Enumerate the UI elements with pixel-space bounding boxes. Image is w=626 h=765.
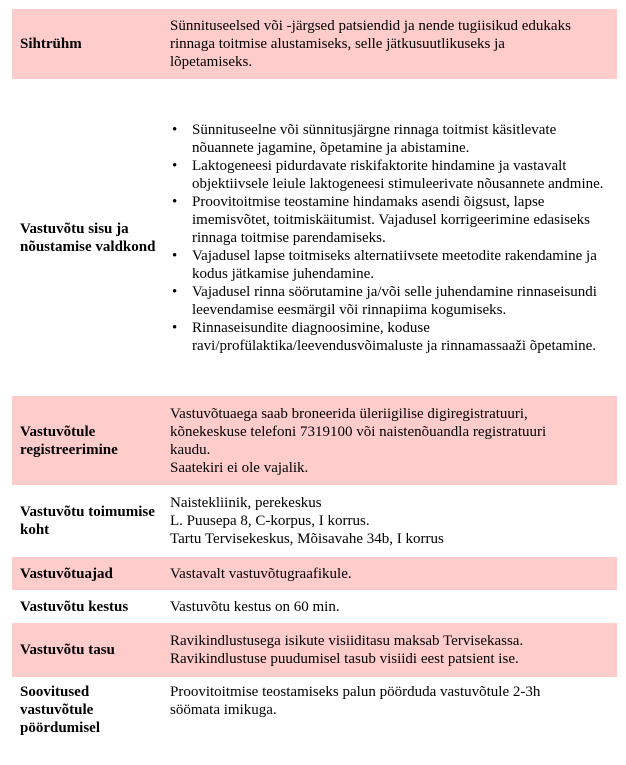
bullet-list bbox=[170, 121, 609, 355]
list-item-text: Vajadusel lapse toitmiseks alternatiivsete meetodite rakendamine ja kodus jätkamise juhendamine. bbox=[192, 247, 597, 282]
list-item-text: Rinnaseisundite diagnoosimine, koduse ravi/profülaktika/leevendusvõimaluste ja rinnamassaaži õpetamine. bbox=[192, 319, 597, 354]
row-value bbox=[170, 683, 617, 719]
row-value bbox=[170, 565, 617, 583]
table-row-hours bbox=[12, 557, 617, 590]
value-line: lõpetamiseks. bbox=[170, 54, 253, 70]
value-line: Sünnituseelsed või -järgsed patsiendid ja nende tugiisikud edukaks bbox=[170, 18, 571, 34]
row-value bbox=[170, 632, 617, 668]
bullet-icon: • bbox=[172, 193, 178, 210]
value-line: Tartu Tervisekeskus, Mõisavahe 34b, I korrus bbox=[170, 531, 444, 547]
table-row-duration bbox=[12, 590, 617, 623]
table-row-target-group bbox=[12, 9, 617, 79]
value-line: söömata imikuga. bbox=[170, 702, 277, 718]
value-line: Vastavalt vastuvõtugraafikule. bbox=[170, 565, 352, 582]
row-label: Vastuvõtu kestus bbox=[20, 598, 129, 615]
row-value bbox=[170, 121, 617, 355]
value-line: kõnekeskuse telefoni 7319100 või naistenõuandla registratuuri bbox=[170, 423, 547, 440]
row-label: Vastuvõtu toimumise koht bbox=[20, 504, 155, 538]
bullet-icon: • bbox=[172, 157, 178, 174]
bullet-icon: • bbox=[172, 319, 178, 336]
list-item bbox=[170, 157, 609, 193]
bullet-icon: • bbox=[172, 247, 178, 264]
list-item bbox=[170, 319, 609, 355]
list-item bbox=[170, 193, 609, 247]
value-line: kaudu. bbox=[170, 441, 211, 458]
row-value bbox=[170, 598, 617, 616]
table-row-fee bbox=[12, 623, 617, 677]
value-line: L. Puusepa 8, C-korpus, I korrus. bbox=[170, 513, 370, 529]
row-label: Vastuvõtu tasu bbox=[20, 642, 115, 658]
list-item-text: Vajadusel rinna söörutamine ja/või selle juhendamine rinnaseisundi leevendamise eesmärgil või rinnapiima kogumiseks. bbox=[192, 283, 597, 318]
value-line: Ravikindlustusega isikute visiiditasu maksab Tervisekassa. bbox=[170, 633, 524, 649]
row-label: Vastuvõtuajad bbox=[20, 565, 113, 582]
list-item-text: Laktogeneesi pidurdavate riskifaktorite hindamine ja vastavalt objektiivsele leiule laktogeneesi stimuleerivate nõusannete andmine. bbox=[192, 157, 604, 192]
row-value bbox=[170, 405, 617, 477]
value-line: Proovitoitmise teostamiseks palun pöörduda vastuvõtule 2-3h bbox=[170, 684, 541, 700]
list-item-text: Sünnituseelne või sünnitusjärgne rinnaga toitmist käsitlevate nõuannete jagamine, õpetamine ja abistamine. bbox=[192, 121, 557, 156]
table-row-recommendations bbox=[12, 677, 617, 737]
value-line: Vastuvõtuaega saab broneerida üleriigilise digiregistratuuri, bbox=[170, 405, 528, 422]
row-label: Soovitused vastuvõtule pöördumisel bbox=[20, 684, 101, 736]
bullet-icon: • bbox=[172, 121, 178, 138]
list-item bbox=[170, 121, 609, 157]
table-row-location bbox=[12, 485, 617, 557]
bullet-icon: • bbox=[172, 283, 178, 300]
row-value bbox=[170, 17, 617, 71]
value-line: Vastuvõtu kestus on 60 min. bbox=[170, 598, 340, 615]
value-line: Ravikindlustuse puudumisel tasub visiidi eest patsient ise. bbox=[170, 651, 519, 667]
value-line: Saatekiri ei ole vajalik. bbox=[170, 459, 309, 476]
row-label: Vastuvõtule registreerimine bbox=[20, 423, 118, 458]
row-label: Sihtrühm bbox=[20, 36, 82, 52]
row-value bbox=[170, 494, 617, 548]
value-line: Naistekliinik, perekeskus bbox=[170, 495, 322, 511]
list-item-text: Proovitoitmise teostamine hindamaks asendi õigsust, lapse imemisvõtet, toitmiskäitumist. Vajadusel korrigeerimine edasiseks rinnaga toitmise parendamiseks. bbox=[192, 193, 590, 246]
list-item bbox=[170, 283, 609, 319]
list-item bbox=[170, 247, 609, 283]
table-row-content-scope bbox=[12, 79, 617, 396]
row-label: Vastuvõtu sisu ja nõustamise valdkond bbox=[20, 220, 156, 255]
info-table bbox=[12, 9, 617, 737]
value-line: rinnaga toitmise alustamiseks, selle jätkusuutlikuseks ja bbox=[170, 36, 505, 52]
table-row-registration bbox=[12, 396, 617, 485]
